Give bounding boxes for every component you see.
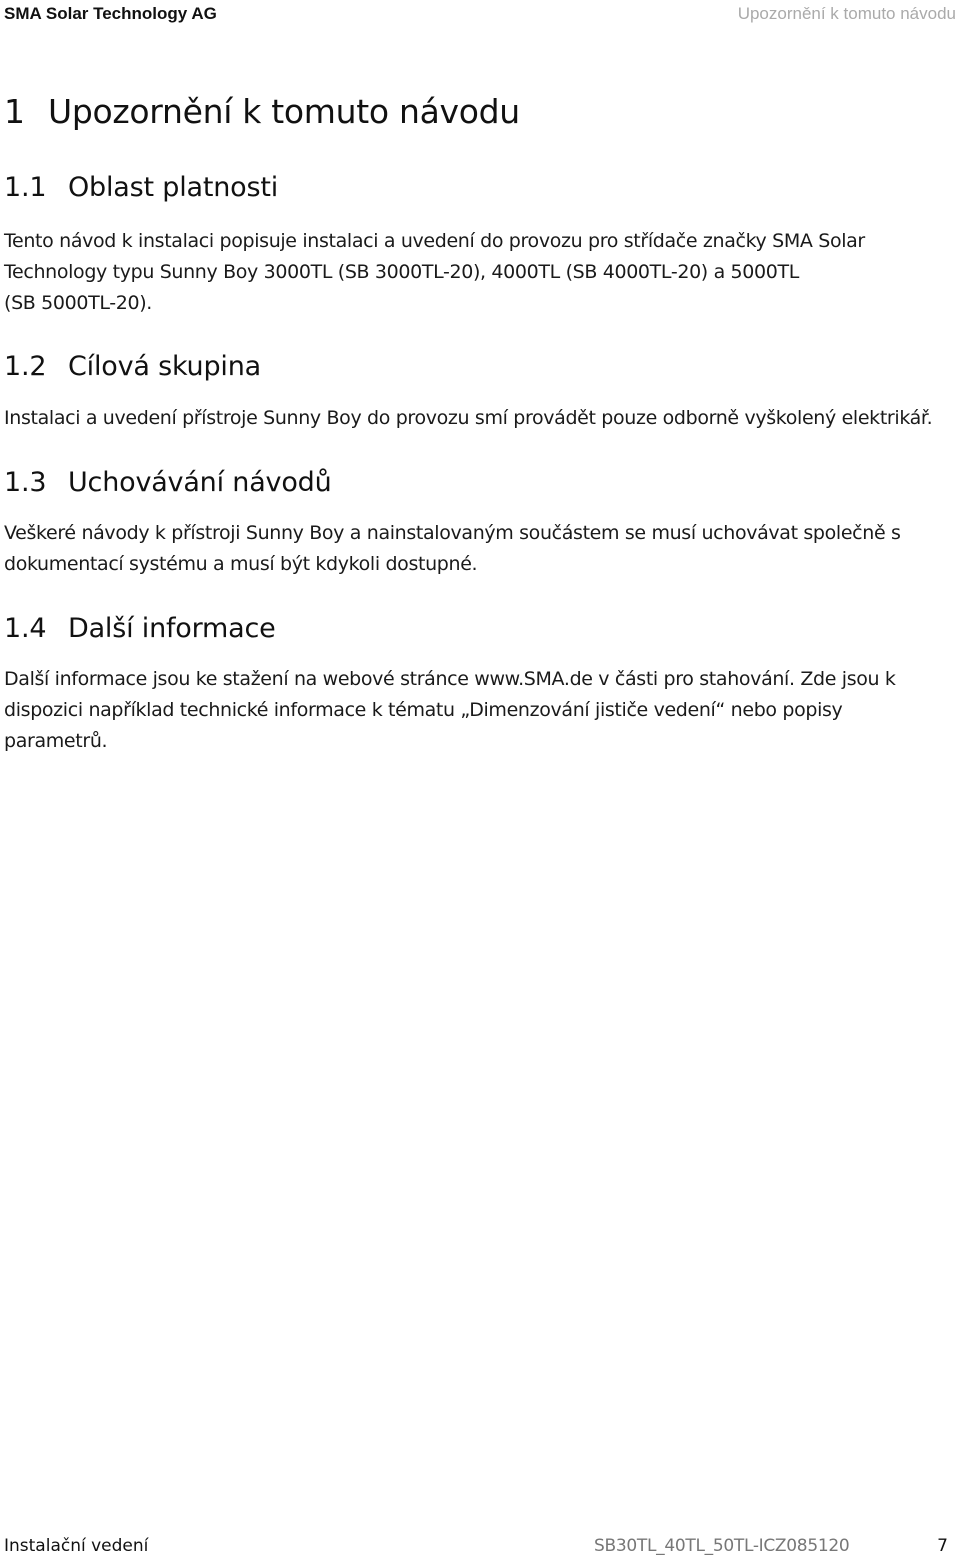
body-line: Technology typu Sunny Boy 3000TL (SB 3000TL-20), 4000TL (SB 4000TL-20) a 5000TL — [4, 261, 799, 283]
body-line: Další informace jsou ke stažení na webové stránce www.SMA.de v části pro stahování. Zde jsou k — [4, 668, 896, 690]
section-body-1-1 — [4, 226, 954, 319]
chapter-number: 1 — [4, 92, 25, 131]
body-line: Tento návod k instalaci popisuje instalaci a uvedení do provozu pro střídače značky SMA Solar — [4, 230, 865, 252]
section-title: Další informace — [68, 613, 276, 644]
chapter-title: Upozornění k tomuto návodu — [48, 92, 520, 131]
section-heading-1-2 — [4, 351, 261, 382]
section-heading-1-4 — [4, 613, 276, 644]
body-line: dispozici například technické informace k tématu „Dimenzování jističe vedení“ nebo popisy — [4, 699, 843, 721]
header-chapter-title: Upozornění k tomuto návodu — [737, 4, 956, 23]
section-title: Uchovávání návodů — [68, 467, 332, 498]
section-heading-1-1 — [4, 172, 278, 203]
section-body-1-2 — [4, 403, 954, 434]
page-number: 7 — [937, 1536, 948, 1556]
section-number: 1.1 — [4, 172, 47, 203]
section-heading-1-3 — [4, 467, 332, 498]
body-line: Instalaci a uvedení přístroje Sunny Boy do provozu smí provádět pouze odborně vyškolený elektrikář. — [4, 407, 933, 429]
section-number: 1.4 — [4, 613, 47, 644]
chapter-heading — [4, 92, 520, 131]
page-header — [0, 0, 960, 30]
page-footer — [0, 1532, 960, 1559]
body-line: (SB 5000TL-20). — [4, 292, 152, 314]
footer-document-title: Instalační vedení — [4, 1536, 149, 1556]
footer-document-code: SB30TL_40TL_50TL-ICZ085120 — [594, 1536, 850, 1556]
section-number: 1.3 — [4, 467, 47, 498]
section-title: Oblast platnosti — [68, 172, 279, 203]
body-line: Veškeré návody k přístroji Sunny Boy a nainstalovaným součástem se musí uchovávat společně s — [4, 522, 901, 544]
section-title: Cílová skupina — [68, 351, 261, 382]
body-line: parametrů. — [4, 730, 108, 752]
body-line: dokumentací systému a musí být kdykoli dostupné. — [4, 553, 478, 575]
header-company-name: SMA Solar Technology AG — [4, 4, 217, 23]
section-body-1-3 — [4, 518, 954, 580]
section-number: 1.2 — [4, 351, 47, 382]
section-body-1-4 — [4, 664, 954, 757]
